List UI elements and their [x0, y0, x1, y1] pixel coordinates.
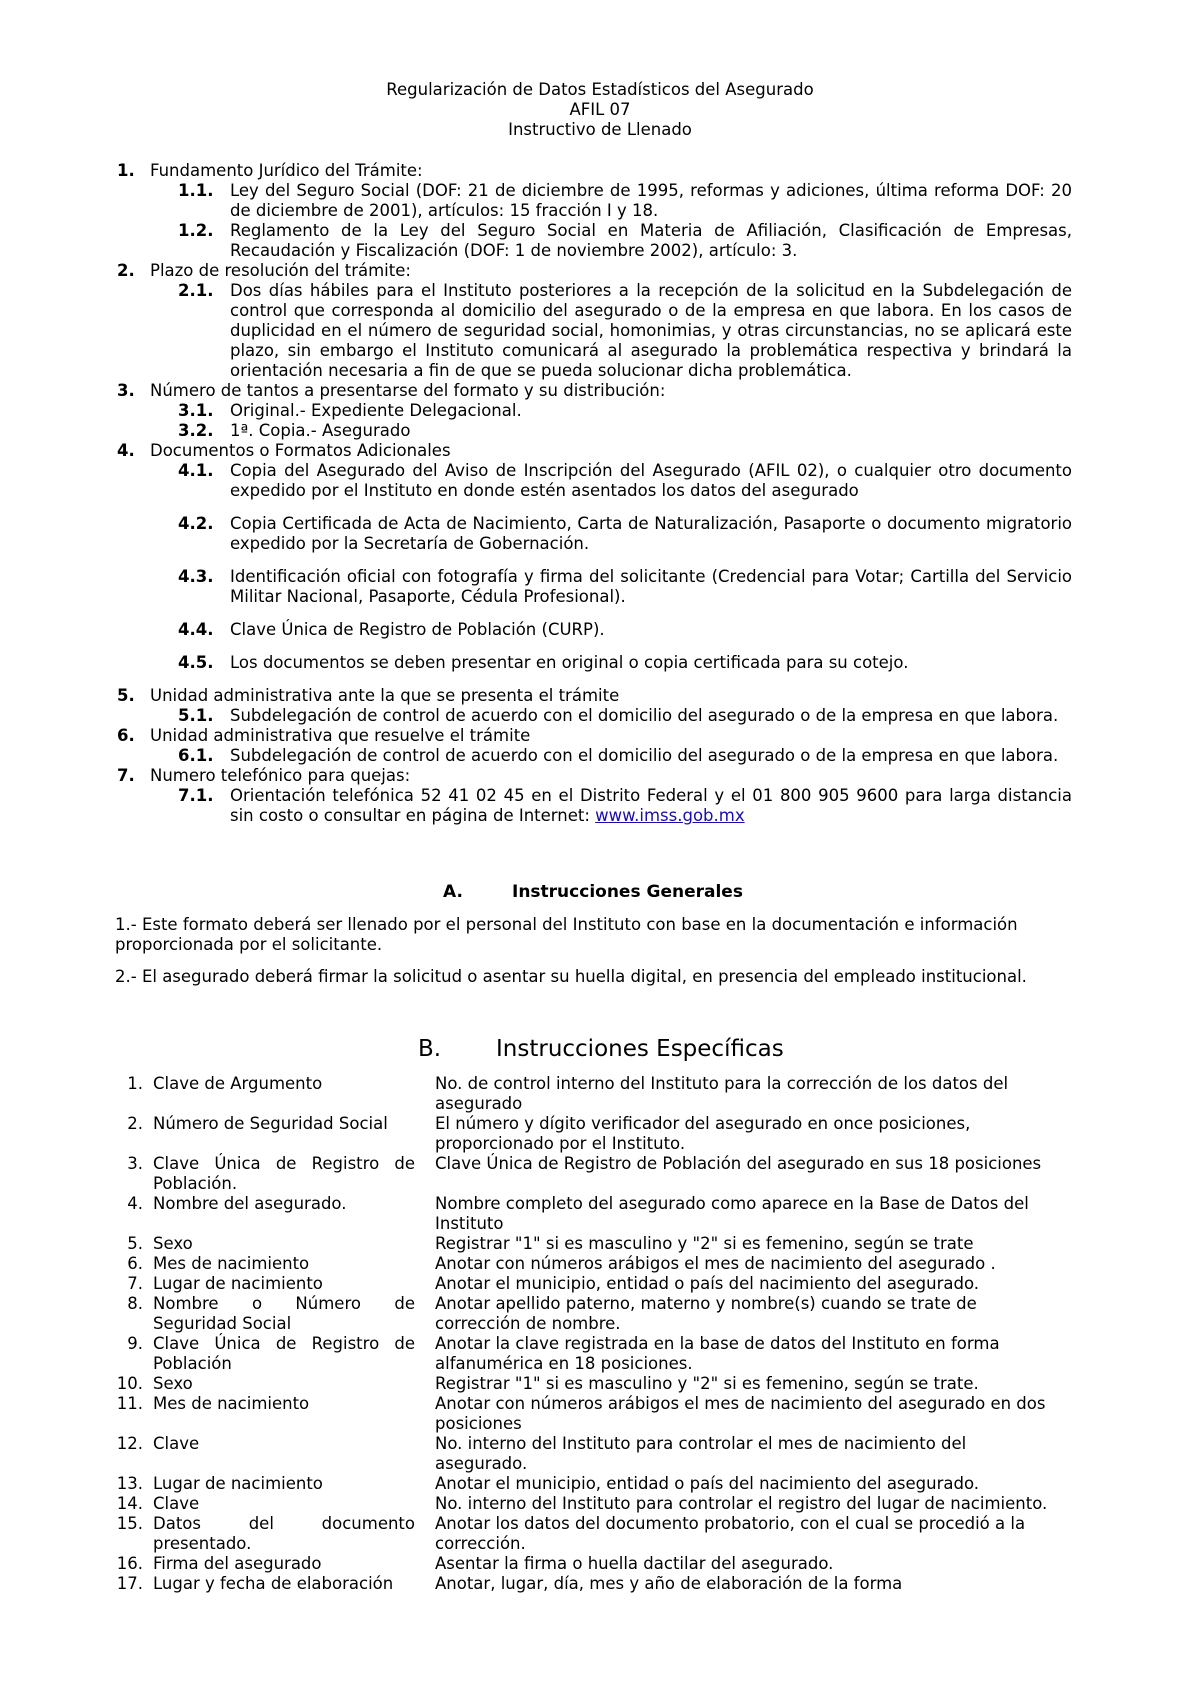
row-number: 17. [116, 1574, 143, 1593]
field-description: Registrar "1" si es masculino y "2" si es femenino, según se trate. [435, 1374, 979, 1393]
section-title: Número de tantos a presentarse del formato y su distribución: [150, 381, 666, 400]
subsection-number: 7.1. [178, 786, 214, 805]
field-name: Sexo [153, 1374, 193, 1393]
field-name: Nombre del asegurado. [153, 1194, 347, 1213]
row-number: 2. [127, 1114, 143, 1133]
procedure-outline [110, 161, 1072, 826]
row-number: 15. [116, 1514, 143, 1533]
instruction-row [110, 1074, 1072, 1114]
subsection-number: 4.5. [178, 653, 214, 672]
field-name: Clave de Argumento [153, 1074, 323, 1093]
subsection-4-3 [110, 567, 1072, 607]
section-number: 4. [117, 441, 135, 460]
field-description: Anotar los datos del documento probatorio, con el cual se procedió a la corrección. [435, 1514, 1026, 1553]
row-number: 14. [116, 1494, 143, 1513]
row-number: 3. [127, 1154, 143, 1173]
section-number: 6. [117, 726, 135, 745]
subsection-3-1 [110, 401, 1072, 421]
section-5 [110, 686, 1072, 706]
section-1 [110, 161, 1072, 181]
subsection-text: Subdelegación de control de acuerdo con el domicilio del asegurado o de la empresa en que labora. [230, 746, 1059, 765]
field-description: Anotar, lugar, día, mes y año de elaboración de la forma [435, 1574, 903, 1593]
subsection-text: Original.- Expediente Delegacional. [230, 401, 522, 420]
field-name: Clave Única de Registro de Población. [153, 1154, 415, 1193]
section-6 [110, 726, 1072, 746]
section-letter: B. [418, 1036, 442, 1062]
field-description: Clave Única de Registro de Población del asegurado en sus 18 posiciones [435, 1154, 1042, 1173]
section-number: 5. [117, 686, 135, 705]
section-title: Fundamento Jurídico del Trámite: [150, 161, 423, 180]
row-number: 12. [116, 1434, 143, 1453]
row-number: 7. [127, 1274, 143, 1293]
subsection-text: Orientación telefónica 52 41 02 45 en el Distrito Federal y el 01 800 905 9600 para larga distancia sin costo o consultar en página de Internet: [230, 786, 1072, 825]
subsection-1-1 [110, 181, 1072, 221]
subsection-3-2 [110, 421, 1072, 441]
field-description: Anotar apellido paterno, materno y nombre(s) cuando se trate de corrección de nombre. [435, 1294, 977, 1333]
section-title: Documentos o Formatos Adicionales [150, 441, 451, 460]
instruction-row [110, 1294, 1072, 1334]
header-form-code: AFIL 07 [569, 100, 631, 119]
field-description: No. interno del Instituto para controlar el registro del lugar de nacimiento. [435, 1494, 1048, 1513]
field-description: Anotar la clave registrada en la base de datos del Instituto en forma alfanumérica en 18 posiciones. [435, 1334, 1000, 1373]
instruction-row [110, 1434, 1072, 1474]
row-number: 16. [116, 1554, 143, 1573]
field-description: Anotar con números arábigos el mes de nacimiento del asegurado en dos posiciones [435, 1394, 1046, 1433]
instruction-row [110, 1154, 1072, 1194]
instruction-row [110, 1574, 1072, 1594]
section-title: Unidad administrativa que resuelve el trámite [150, 726, 531, 745]
field-name: Clave Única de Registro de Población [153, 1334, 415, 1373]
section-3 [110, 381, 1072, 401]
subsection-number: 3.1. [178, 401, 214, 420]
header-title: Regularización de Datos Estadísticos del Asegurado [386, 80, 814, 99]
section-number: 7. [117, 766, 135, 785]
field-name: Mes de nacimiento [153, 1254, 310, 1273]
field-name: Datos del documento presentado. [153, 1514, 415, 1553]
subsection-number: 4.1. [178, 461, 214, 480]
subsection-6-1 [110, 746, 1072, 766]
field-description: Anotar el municipio, entidad o país del nacimiento del asegurado. [435, 1274, 980, 1293]
instruction-row [110, 1234, 1072, 1254]
instruction-row [110, 1374, 1072, 1394]
general-instruction-2: 2.- El asegurado deberá firmar la solicitud o asentar su huella digital, en presencia del empleado institucional. [115, 967, 1027, 986]
row-number: 8. [127, 1294, 143, 1313]
section-heading-text: Instrucciones Generales [512, 882, 743, 902]
imss-website-link[interactable]: www.imss.gob.mx [595, 806, 745, 825]
subsection-text: Ley del Seguro Social (DOF: 21 de diciembre de 1995, reformas y adiciones, última reforma DOF: 20 de diciembre de 2001), artículos: 15 fracción I y 18. [230, 181, 1072, 220]
subsection-4-2 [110, 514, 1072, 554]
subsection-text: Copia del Asegurado del Aviso de Inscripción del Asegurado (AFIL 02), o cualquier otro documento expedido por el Instituto en donde estén asentados los datos del asegurado [230, 461, 1072, 500]
field-description: Nombre completo del asegurado como aparece en la Base de Datos del Instituto [435, 1194, 1029, 1233]
subsection-number: 1.1. [178, 181, 214, 200]
subsection-text: Subdelegación de control de acuerdo con el domicilio del asegurado o de la empresa en que labora. [230, 706, 1059, 725]
section-7 [110, 766, 1072, 786]
section-title: Plazo de resolución del trámite: [150, 261, 411, 280]
subsection-4-1 [110, 461, 1072, 501]
instruction-row [110, 1334, 1072, 1374]
section-title: Numero telefónico para quejas: [150, 766, 411, 785]
subsection-number: 4.3. [178, 567, 214, 586]
instruction-row [110, 1474, 1072, 1494]
field-name: Número de Seguridad Social [153, 1114, 388, 1133]
subsection-text: Reglamento de la Ley del Seguro Social en Materia de Afiliación, Clasificación de Empresas, Recaudación y Fiscalización (DOF: 1 de noviembre 2002), artículo: 3. [230, 221, 1072, 260]
instruction-row [110, 1394, 1072, 1434]
section-4 [110, 441, 1072, 461]
subsection-number: 2.1. [178, 281, 214, 300]
subsection-7-1 [110, 786, 1072, 826]
instruction-row [110, 1254, 1072, 1274]
row-number: 13. [116, 1474, 143, 1493]
subsection-5-1 [110, 706, 1072, 726]
subsection-number: 3.2. [178, 421, 214, 440]
field-description: Asentar la firma o huella dactilar del asegurado. [435, 1554, 834, 1573]
field-name: Lugar de nacimiento [153, 1274, 323, 1293]
general-instruction-1: 1.- Este formato deberá ser llenado por el personal del Instituto con base en la documentación e información proporcionada por el solicitante. [115, 915, 1018, 954]
instruction-row [110, 1274, 1072, 1294]
section-2 [110, 261, 1072, 281]
section-letter: A. [443, 882, 463, 902]
subsection-number: 5.1. [178, 706, 214, 725]
field-name: Mes de nacimiento [153, 1394, 310, 1413]
row-number: 1. [127, 1074, 143, 1093]
instruction-row [110, 1554, 1072, 1574]
field-name: Nombre o Número de Seguridad Social [153, 1294, 415, 1333]
subsection-text: Clave Única de Registro de Población (CURP). [230, 620, 605, 639]
subsection-4-4 [110, 620, 1072, 640]
section-number: 3. [117, 381, 135, 400]
field-name: Sexo [153, 1234, 193, 1253]
row-number: 4. [127, 1194, 143, 1213]
section-number: 2. [117, 261, 135, 280]
field-description: Anotar con números arábigos el mes de nacimiento del asegurado . [435, 1254, 996, 1273]
row-number: 9. [127, 1334, 143, 1353]
subsection-text: Dos días hábiles para el Instituto posteriores a la recepción de la solicitud en la Subdelegación de control que corresponda al domicilio del asegurado o de la empresa en que labora. En los casos de duplicidad en el número de seguridad social, homonimias, y otras circunstancias, no se aplicará este plazo, sin embargo el Instituto comunicará al asegurado la problemática respectiva y brindará la orientación necesaria a fin de que se pueda solucionar dicha problemática. [230, 281, 1072, 380]
field-description: No. de control interno del Instituto para la corrección de los datos del asegurado [435, 1074, 1009, 1113]
document-header [0, 80, 1200, 140]
subsection-text: Los documentos se deben presentar en original o copia certificada para su cotejo. [230, 653, 909, 672]
instruction-row [110, 1114, 1072, 1154]
field-name: Lugar de nacimiento [153, 1474, 323, 1493]
subsection-number: 4.4. [178, 620, 214, 639]
section-heading-text: Instrucciones Específicas [496, 1036, 784, 1062]
subsection-number: 1.2. [178, 221, 214, 240]
header-subtitle: Instructivo de Llenado [508, 120, 692, 139]
subsection-number: 4.2. [178, 514, 214, 533]
field-description: Registrar "1" si es masculino y "2" si es femenino, según se trate [435, 1234, 974, 1253]
field-name: Clave [153, 1494, 200, 1513]
field-name: Firma del asegurado [153, 1554, 322, 1573]
subsection-text: Identificación oficial con fotografía y firma del solicitante (Credencial para Votar; Cartilla del Servicio Militar Nacional, Pasaporte, Cédula Profesional). [230, 567, 1072, 606]
subsection-1-2 [110, 221, 1072, 261]
instruction-row [110, 1194, 1072, 1234]
section-title: Unidad administrativa ante la que se presenta el trámite [150, 686, 620, 705]
field-name: Lugar y fecha de elaboración [153, 1574, 394, 1593]
row-number: 6. [127, 1254, 143, 1273]
subsection-text: 1ª. Copia.- Asegurado [230, 421, 411, 440]
instruction-row [110, 1494, 1072, 1514]
field-description: El número y dígito verificador del asegurado en once posiciones, proporcionado por el Instituto. [435, 1114, 971, 1153]
instruction-row [110, 1514, 1072, 1554]
section-number: 1. [117, 161, 135, 180]
subsection-number: 6.1. [178, 746, 214, 765]
row-number: 11. [116, 1394, 143, 1413]
subsection-4-5 [110, 653, 1072, 673]
row-number: 10. [116, 1374, 143, 1393]
subsection-text: Copia Certificada de Acta de Nacimiento, Carta de Naturalización, Pasaporte o documento migratorio expedido por la Secretaría de Gobernación. [230, 514, 1072, 553]
subsection-2-1 [110, 281, 1072, 381]
field-name: Clave [153, 1434, 200, 1453]
field-description: No. interno del Instituto para controlar el mes de nacimiento del asegurado. [435, 1434, 967, 1473]
field-description: Anotar el municipio, entidad o país del nacimiento del asegurado. [435, 1474, 980, 1493]
specific-instructions-table [110, 1074, 1072, 1594]
row-number: 5. [127, 1234, 143, 1253]
